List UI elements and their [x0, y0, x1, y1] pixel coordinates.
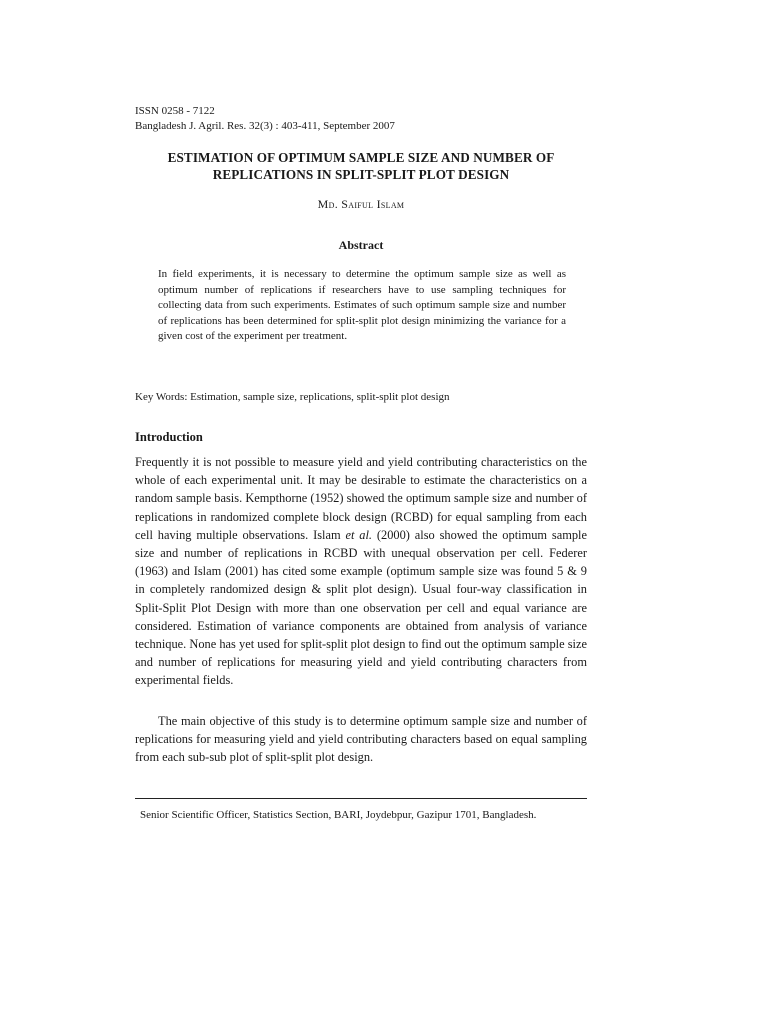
keywords: Key Words: Estimation, sample size, replications, split-split plot design [135, 391, 450, 403]
intro-p1-part2: (2000) also showed the optimum sample size and number of replications in RCBD with unequal observation per cell. Federer (1963) and Islam (2001) has cited some example (optimum sample size was found 5 & 9 in completely randomized design & split plot design). Usual four-way classification in Split-Split Plot Design with more than one observation per cell and equal variance are considered. Estimation of variance components are obtained from analysis of variance technique. None has yet used for split-split plot design to find out the optimum sample size and number of replications for measuring yield and yield contributing characters from experimental fields. [135, 527, 588, 688]
footnote-divider [135, 798, 587, 799]
introduction-paragraph-1 [135, 453, 587, 690]
title-line-2: REPLICATIONS IN SPLIT-SPLIT PLOT DESIGN [212, 166, 510, 182]
intro-p1-etal: et al. [345, 527, 373, 542]
issn-number: ISSN 0258 - 7122 [135, 105, 215, 117]
author-name: Md. Saiful Islam [317, 197, 405, 211]
intro-p1-part1: Frequently it is not possible to measure yield and yield contributing characteristics on the whole of each experimental unit. It may be desirable to estimate the characteristics on a random sample basis. Kempthorne (1952) showed the optimum sample size and number of replications in randomized complete block design (RCBD) for equal sampling from each cell having multiple observations. Islam [135, 455, 587, 542]
author-affiliation-footnote [135, 808, 587, 823]
abstract-heading: Abstract [338, 238, 384, 252]
journal-citation: Bangladesh J. Agril. Res. 32(3) : 403-411, September 2007 [135, 120, 395, 132]
title-line-1: ESTIMATION OF OPTIMUM SAMPLE SIZE AND NUMBER OF [167, 150, 555, 165]
footnote-text: Senior Scientific Officer, Statistics Section, BARI, Joydebpur, Gazipur 1701, Bangladesh. [140, 809, 537, 821]
introduction-paragraph-2: The main objective of this study is to determine optimum sample size and number of replications for measuring yield and yield contributing characters based on equal sampling from each sub-sub plot of split-split plot design. [135, 714, 587, 765]
paper-title [135, 150, 587, 183]
introduction-heading: Introduction [135, 430, 203, 444]
journal-header [135, 104, 395, 134]
abstract-text: In field experiments, it is necessary to determine the optimum sample size as well as optimum number of replications if researchers have to use sampling techniques for collecting data from such experiments. Estimates of such optimum sample size and number of replications has been determined for split-split plot design minimizing the variance for a given cost of the experiment per treatment. [158, 268, 566, 343]
